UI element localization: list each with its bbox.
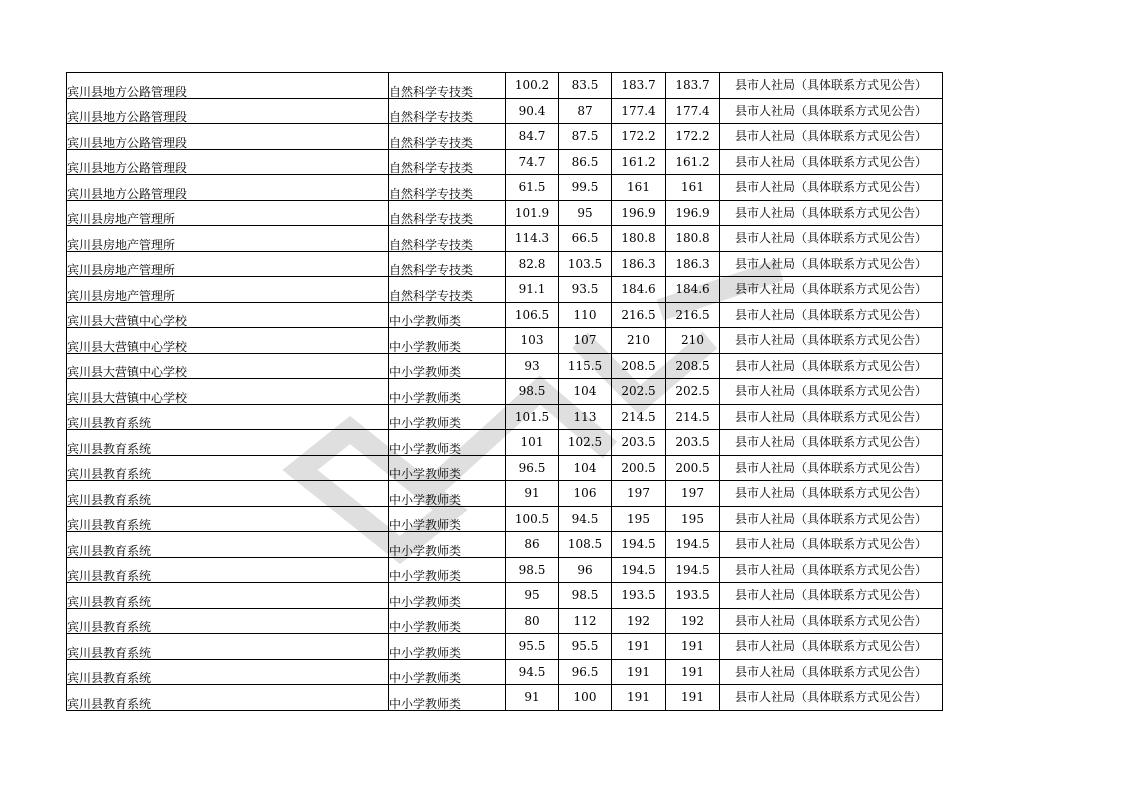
cell-score-2: 87 bbox=[559, 98, 612, 124]
cell-score-2: 108.5 bbox=[559, 532, 612, 558]
cell-category: 中小学教师类 bbox=[389, 328, 506, 354]
cell-category: 中小学教师类 bbox=[389, 455, 506, 481]
table-row bbox=[67, 634, 943, 660]
cell-final: 203.5 bbox=[666, 430, 720, 456]
cell-score-1: 91 bbox=[506, 481, 559, 507]
table-row bbox=[67, 455, 943, 481]
cell-final: 208.5 bbox=[666, 353, 720, 379]
cell-unit: 宾川县教育系统 bbox=[67, 608, 389, 634]
cell-score-1: 103 bbox=[506, 328, 559, 354]
cell-total: 191 bbox=[612, 659, 666, 685]
cell-total: 183.7 bbox=[612, 73, 666, 99]
cell-contact: 县市人社局（具体联系方式见公告） bbox=[720, 608, 943, 634]
cell-score-1: 100.2 bbox=[506, 73, 559, 99]
cell-score-2: 96.5 bbox=[559, 659, 612, 685]
cell-total: 192 bbox=[612, 608, 666, 634]
cell-final: 196.9 bbox=[666, 200, 720, 226]
cell-contact: 县市人社局（具体联系方式见公告） bbox=[720, 353, 943, 379]
cell-score-2: 112 bbox=[559, 608, 612, 634]
cell-final: 194.5 bbox=[666, 557, 720, 583]
table-row bbox=[67, 379, 943, 405]
cell-contact: 县市人社局（具体联系方式见公告） bbox=[720, 302, 943, 328]
cell-total: 184.6 bbox=[612, 277, 666, 303]
cell-category: 中小学教师类 bbox=[389, 557, 506, 583]
cell-final: 186.3 bbox=[666, 251, 720, 277]
cell-category: 中小学教师类 bbox=[389, 506, 506, 532]
cell-score-2: 93.5 bbox=[559, 277, 612, 303]
cell-score-1: 84.7 bbox=[506, 124, 559, 150]
cell-score-1: 98.5 bbox=[506, 557, 559, 583]
cell-contact: 县市人社局（具体联系方式见公告） bbox=[720, 532, 943, 558]
cell-unit: 宾川县教育系统 bbox=[67, 583, 389, 609]
table-row bbox=[67, 200, 943, 226]
cell-final: 197 bbox=[666, 481, 720, 507]
table-row bbox=[67, 506, 943, 532]
table-body bbox=[67, 73, 943, 711]
cell-contact: 县市人社局（具体联系方式见公告） bbox=[720, 73, 943, 99]
cell-score-1: 91.1 bbox=[506, 277, 559, 303]
cell-score-2: 95 bbox=[559, 200, 612, 226]
table-row bbox=[67, 226, 943, 252]
cell-category: 自然科学专技类 bbox=[389, 175, 506, 201]
cell-total: 191 bbox=[612, 685, 666, 711]
cell-contact: 县市人社局（具体联系方式见公告） bbox=[720, 200, 943, 226]
cell-unit: 宾川县教育系统 bbox=[67, 532, 389, 558]
cell-score-1: 93 bbox=[506, 353, 559, 379]
cell-total: 196.9 bbox=[612, 200, 666, 226]
cell-final: 195 bbox=[666, 506, 720, 532]
cell-category: 中小学教师类 bbox=[389, 302, 506, 328]
cell-final: 210 bbox=[666, 328, 720, 354]
cell-score-2: 115.5 bbox=[559, 353, 612, 379]
cell-score-1: 114.3 bbox=[506, 226, 559, 252]
cell-unit: 宾川县房地产管理所 bbox=[67, 226, 389, 252]
table-row bbox=[67, 98, 943, 124]
cell-score-2: 94.5 bbox=[559, 506, 612, 532]
table-row bbox=[67, 532, 943, 558]
cell-unit: 宾川县房地产管理所 bbox=[67, 200, 389, 226]
cell-score-1: 86 bbox=[506, 532, 559, 558]
table-row bbox=[67, 430, 943, 456]
cell-score-2: 103.5 bbox=[559, 251, 612, 277]
cell-score-2: 96 bbox=[559, 557, 612, 583]
cell-final: 183.7 bbox=[666, 73, 720, 99]
cell-score-2: 83.5 bbox=[559, 73, 612, 99]
cell-unit: 宾川县大营镇中心学校 bbox=[67, 379, 389, 405]
cell-score-1: 61.5 bbox=[506, 175, 559, 201]
cell-score-1: 106.5 bbox=[506, 302, 559, 328]
cell-final: 172.2 bbox=[666, 124, 720, 150]
cell-score-2: 86.5 bbox=[559, 149, 612, 175]
table-row bbox=[67, 659, 943, 685]
cell-category: 中小学教师类 bbox=[389, 583, 506, 609]
cell-unit: 宾川县大营镇中心学校 bbox=[67, 328, 389, 354]
cell-category: 中小学教师类 bbox=[389, 634, 506, 660]
cell-total: 194.5 bbox=[612, 532, 666, 558]
cell-unit: 宾川县大营镇中心学校 bbox=[67, 302, 389, 328]
cell-contact: 县市人社局（具体联系方式见公告） bbox=[720, 379, 943, 405]
cell-score-2: 104 bbox=[559, 379, 612, 405]
cell-total: 186.3 bbox=[612, 251, 666, 277]
cell-contact: 县市人社局（具体联系方式见公告） bbox=[720, 328, 943, 354]
table-row bbox=[67, 557, 943, 583]
cell-score-1: 98.5 bbox=[506, 379, 559, 405]
cell-score-1: 101.9 bbox=[506, 200, 559, 226]
cell-unit: 宾川县地方公路管理段 bbox=[67, 175, 389, 201]
cell-score-2: 98.5 bbox=[559, 583, 612, 609]
cell-unit: 宾川县教育系统 bbox=[67, 430, 389, 456]
cell-contact: 县市人社局（具体联系方式见公告） bbox=[720, 124, 943, 150]
cell-final: 161.2 bbox=[666, 149, 720, 175]
cell-contact: 县市人社局（具体联系方式见公告） bbox=[720, 149, 943, 175]
cell-unit: 宾川县教育系统 bbox=[67, 404, 389, 430]
cell-category: 自然科学专技类 bbox=[389, 149, 506, 175]
cell-final: 161 bbox=[666, 175, 720, 201]
cell-score-1: 100.5 bbox=[506, 506, 559, 532]
cell-score-1: 95 bbox=[506, 583, 559, 609]
table-row bbox=[67, 124, 943, 150]
table-row bbox=[67, 175, 943, 201]
cell-score-2: 102.5 bbox=[559, 430, 612, 456]
table-row bbox=[67, 149, 943, 175]
cell-contact: 县市人社局（具体联系方式见公告） bbox=[720, 277, 943, 303]
cell-total: 208.5 bbox=[612, 353, 666, 379]
cell-score-1: 82.8 bbox=[506, 251, 559, 277]
cell-category: 中小学教师类 bbox=[389, 659, 506, 685]
cell-category: 自然科学专技类 bbox=[389, 200, 506, 226]
cell-final: 184.6 bbox=[666, 277, 720, 303]
cell-score-1: 80 bbox=[506, 608, 559, 634]
cell-contact: 县市人社局（具体联系方式见公告） bbox=[720, 175, 943, 201]
cell-unit: 宾川县教育系统 bbox=[67, 455, 389, 481]
table-row bbox=[67, 73, 943, 99]
cell-category: 中小学教师类 bbox=[389, 430, 506, 456]
cell-final: 191 bbox=[666, 685, 720, 711]
cell-final: 192 bbox=[666, 608, 720, 634]
cell-total: 214.5 bbox=[612, 404, 666, 430]
cell-unit: 宾川县地方公路管理段 bbox=[67, 98, 389, 124]
table-row bbox=[67, 608, 943, 634]
cell-category: 中小学教师类 bbox=[389, 353, 506, 379]
cell-total: 216.5 bbox=[612, 302, 666, 328]
cell-unit: 宾川县房地产管理所 bbox=[67, 277, 389, 303]
cell-category: 中小学教师类 bbox=[389, 685, 506, 711]
cell-total: 191 bbox=[612, 634, 666, 660]
cell-total: 193.5 bbox=[612, 583, 666, 609]
cell-contact: 县市人社局（具体联系方式见公告） bbox=[720, 404, 943, 430]
cell-contact: 县市人社局（具体联系方式见公告） bbox=[720, 685, 943, 711]
cell-final: 193.5 bbox=[666, 583, 720, 609]
cell-contact: 县市人社局（具体联系方式见公告） bbox=[720, 634, 943, 660]
cell-score-2: 113 bbox=[559, 404, 612, 430]
cell-unit: 宾川县大营镇中心学校 bbox=[67, 353, 389, 379]
table-row bbox=[67, 481, 943, 507]
cell-final: 214.5 bbox=[666, 404, 720, 430]
cell-score-1: 74.7 bbox=[506, 149, 559, 175]
cell-contact: 县市人社局（具体联系方式见公告） bbox=[720, 98, 943, 124]
cell-score-2: 66.5 bbox=[559, 226, 612, 252]
table-row bbox=[67, 353, 943, 379]
cell-total: 200.5 bbox=[612, 455, 666, 481]
cell-category: 中小学教师类 bbox=[389, 404, 506, 430]
cell-score-2: 87.5 bbox=[559, 124, 612, 150]
cell-category: 自然科学专技类 bbox=[389, 98, 506, 124]
cell-contact: 县市人社局（具体联系方式见公告） bbox=[720, 659, 943, 685]
cell-score-2: 100 bbox=[559, 685, 612, 711]
cell-score-2: 95.5 bbox=[559, 634, 612, 660]
cell-total: 210 bbox=[612, 328, 666, 354]
cell-unit: 宾川县教育系统 bbox=[67, 634, 389, 660]
cell-total: 172.2 bbox=[612, 124, 666, 150]
cell-contact: 县市人社局（具体联系方式见公告） bbox=[720, 583, 943, 609]
cell-final: 191 bbox=[666, 634, 720, 660]
table-row bbox=[67, 277, 943, 303]
cell-unit: 宾川县教育系统 bbox=[67, 659, 389, 685]
cell-score-1: 95.5 bbox=[506, 634, 559, 660]
cell-score-1: 101 bbox=[506, 430, 559, 456]
cell-unit: 宾川县教育系统 bbox=[67, 506, 389, 532]
cell-score-2: 104 bbox=[559, 455, 612, 481]
cell-final: 216.5 bbox=[666, 302, 720, 328]
cell-score-1: 90.4 bbox=[506, 98, 559, 124]
table-row bbox=[67, 583, 943, 609]
cell-total: 202.5 bbox=[612, 379, 666, 405]
cell-total: 203.5 bbox=[612, 430, 666, 456]
cell-score-1: 101.5 bbox=[506, 404, 559, 430]
cell-contact: 县市人社局（具体联系方式见公告） bbox=[720, 251, 943, 277]
cell-category: 自然科学专技类 bbox=[389, 124, 506, 150]
cell-final: 202.5 bbox=[666, 379, 720, 405]
cell-unit: 宾川县地方公路管理段 bbox=[67, 73, 389, 99]
cell-total: 197 bbox=[612, 481, 666, 507]
table-row bbox=[67, 685, 943, 711]
cell-final: 180.8 bbox=[666, 226, 720, 252]
cell-contact: 县市人社局（具体联系方式见公告） bbox=[720, 481, 943, 507]
cell-final: 200.5 bbox=[666, 455, 720, 481]
cell-contact: 县市人社局（具体联系方式见公告） bbox=[720, 455, 943, 481]
cell-contact: 县市人社局（具体联系方式见公告） bbox=[720, 430, 943, 456]
cell-category: 自然科学专技类 bbox=[389, 226, 506, 252]
table-row bbox=[67, 302, 943, 328]
cell-contact: 县市人社局（具体联系方式见公告） bbox=[720, 226, 943, 252]
cell-score-1: 96.5 bbox=[506, 455, 559, 481]
cell-total: 161.2 bbox=[612, 149, 666, 175]
table-row bbox=[67, 251, 943, 277]
cell-score-1: 94.5 bbox=[506, 659, 559, 685]
cell-unit: 宾川县房地产管理所 bbox=[67, 251, 389, 277]
cell-total: 195 bbox=[612, 506, 666, 532]
cell-final: 191 bbox=[666, 659, 720, 685]
cell-contact: 县市人社局（具体联系方式见公告） bbox=[720, 557, 943, 583]
cell-total: 161 bbox=[612, 175, 666, 201]
cell-category: 自然科学专技类 bbox=[389, 277, 506, 303]
cell-category: 中小学教师类 bbox=[389, 532, 506, 558]
cell-score-2: 110 bbox=[559, 302, 612, 328]
table-row bbox=[67, 328, 943, 354]
cell-score-2: 106 bbox=[559, 481, 612, 507]
table-row bbox=[67, 404, 943, 430]
cell-category: 中小学教师类 bbox=[389, 608, 506, 634]
cell-unit: 宾川县地方公路管理段 bbox=[67, 149, 389, 175]
cell-total: 194.5 bbox=[612, 557, 666, 583]
results-table bbox=[66, 72, 943, 711]
cell-category: 自然科学专技类 bbox=[389, 251, 506, 277]
cell-total: 177.4 bbox=[612, 98, 666, 124]
cell-total: 180.8 bbox=[612, 226, 666, 252]
cell-score-1: 91 bbox=[506, 685, 559, 711]
cell-category: 中小学教师类 bbox=[389, 481, 506, 507]
cell-category: 自然科学专技类 bbox=[389, 73, 506, 99]
cell-contact: 县市人社局（具体联系方式见公告） bbox=[720, 506, 943, 532]
cell-unit: 宾川县教育系统 bbox=[67, 557, 389, 583]
cell-final: 194.5 bbox=[666, 532, 720, 558]
cell-score-2: 99.5 bbox=[559, 175, 612, 201]
cell-score-2: 107 bbox=[559, 328, 612, 354]
cell-unit: 宾川县教育系统 bbox=[67, 685, 389, 711]
cell-final: 177.4 bbox=[666, 98, 720, 124]
cell-unit: 宾川县教育系统 bbox=[67, 481, 389, 507]
cell-unit: 宾川县地方公路管理段 bbox=[67, 124, 389, 150]
cell-category: 中小学教师类 bbox=[389, 379, 506, 405]
